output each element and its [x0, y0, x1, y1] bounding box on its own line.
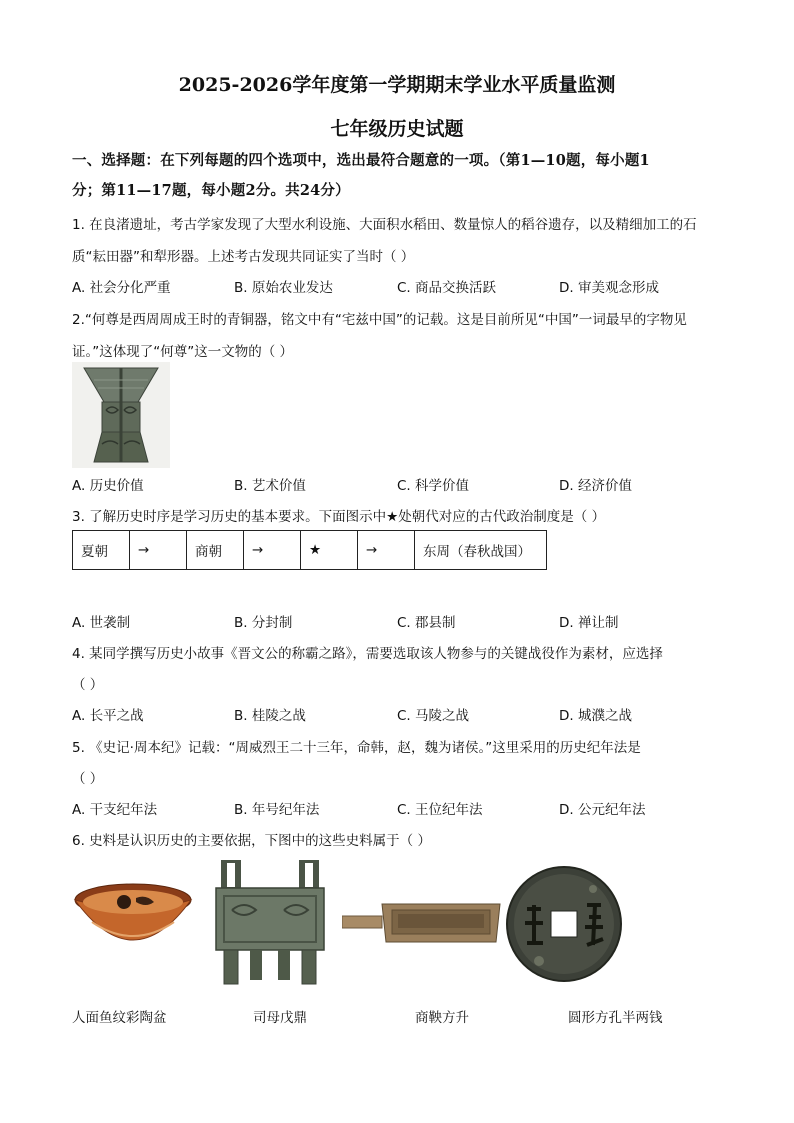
q5-stem-line2: （ ） — [72, 771, 104, 787]
caption-pottery-basin: 人面鱼纹彩陶盆 — [72, 1010, 167, 1026]
caption-shang-yang-measure: 商鞅方升 — [415, 1010, 469, 1026]
q4-stem-line2: （ ） — [72, 677, 104, 693]
q5-option-d[interactable]: D. 公元纪年法 — [559, 802, 646, 818]
exam-title: 2025-2026学年度第一学期期末学业水平质量监测 — [178, 74, 616, 96]
q2-option-a[interactable]: A. 历史价值 — [72, 478, 144, 494]
he-zun-image — [72, 362, 170, 468]
q4-option-c[interactable]: C. 马陵之战 — [397, 708, 470, 724]
q6-stem: 6. 史料是认识历史的主要依据，下图中的这些史料属于（ ） — [72, 833, 431, 849]
banliang-coin-image — [505, 865, 623, 983]
q4-option-b[interactable]: B. 桂陵之战 — [234, 708, 306, 724]
q3-option-a[interactable]: A. 世袭制 — [72, 615, 131, 631]
q1-option-c[interactable]: C. 商品交换活跃 — [397, 280, 497, 296]
q2-option-d[interactable]: D. 经济价值 — [559, 478, 632, 494]
q1-option-d[interactable]: D. 审美观念形成 — [559, 280, 659, 296]
timeline-eastern-zhou: 东周（春秋战国） — [415, 531, 547, 570]
shang-yang-measure-image — [342, 898, 502, 948]
caption-simuwu-ding: 司母戊鼎 — [253, 1010, 307, 1026]
q2-stem-line1: 2.“何尊是西周周成王时的青铜器，铭文中有“宅兹中国”的记载。这是目前所见“中国”一词最早的字物见 — [72, 312, 687, 328]
q3-option-d[interactable]: D. 禅让制 — [559, 615, 619, 631]
q3-option-c[interactable]: C. 郡县制 — [397, 615, 456, 631]
q5-option-a[interactable]: A. 干支纪年法 — [72, 802, 158, 818]
q1-option-a[interactable]: A. 社会分化严重 — [72, 280, 171, 296]
section-heading-line2: 分；第11—17题，每小题2分。共24分） — [72, 182, 350, 199]
q2-option-b[interactable]: B. 艺术价值 — [234, 478, 306, 494]
q3-stem: 3. 了解历史时序是学习历史的基本要求。下面图示中★处朝代对应的古代政治制度是（ ） — [72, 509, 606, 525]
q4-stem-line1: 4. 某同学撰写历史小故事《晋文公的称霸之路》，需要选取该人物参与的关键战役作为素材，应选择 — [72, 646, 663, 662]
timeline-star: ★ — [301, 531, 358, 570]
pottery-basin-image — [72, 880, 194, 960]
dynasty-timeline — [72, 530, 547, 570]
q5-stem-line1: 5. 《史记·周本纪》记载：“周威烈王二十三年，命韩，赵，魏为诸侯。”这里采用的历史纪年法是 — [72, 740, 641, 756]
caption-banliang-coin: 圆形方孔半两钱 — [568, 1010, 663, 1026]
q2-stem-line2: 证。”这体现了“何尊”这一文物的（ ） — [72, 344, 294, 360]
q3-option-b[interactable]: B. 分封制 — [234, 615, 293, 631]
section-heading — [72, 146, 732, 206]
section-heading-line1: 一、选择题：在下列每题的四个选项中，选出最符合题意的一项。（第1—10题，每小题1 — [72, 152, 650, 169]
timeline-arrow-1: → — [130, 531, 187, 570]
timeline-xia: 夏朝 — [73, 531, 130, 570]
timeline-arrow-2: → — [244, 531, 301, 570]
exam-subtitle: 七年级历史试题 — [330, 118, 464, 140]
q4-option-a[interactable]: A. 长平之战 — [72, 708, 144, 724]
simuwu-ding-image — [210, 860, 330, 986]
timeline-shang: 商朝 — [187, 531, 244, 570]
q1-stem-line1: 1. 在良渚遗址，考古学家发现了大型水利设施、大面积水稻田、数量惊人的稻谷遗存，以及精细加工的石 — [72, 217, 697, 233]
q5-option-b[interactable]: B. 年号纪年法 — [234, 802, 320, 818]
q4-option-d[interactable]: D. 城濮之战 — [559, 708, 632, 724]
q1-option-b[interactable]: B. 原始农业发达 — [234, 280, 333, 296]
q5-option-c[interactable]: C. 王位纪年法 — [397, 802, 483, 818]
timeline-arrow-3: → — [358, 531, 415, 570]
q2-option-c[interactable]: C. 科学价值 — [397, 478, 470, 494]
q1-stem-line2: 质“耘田器”和犁形器。上述考古发现共同证实了当时（ ） — [72, 249, 415, 265]
